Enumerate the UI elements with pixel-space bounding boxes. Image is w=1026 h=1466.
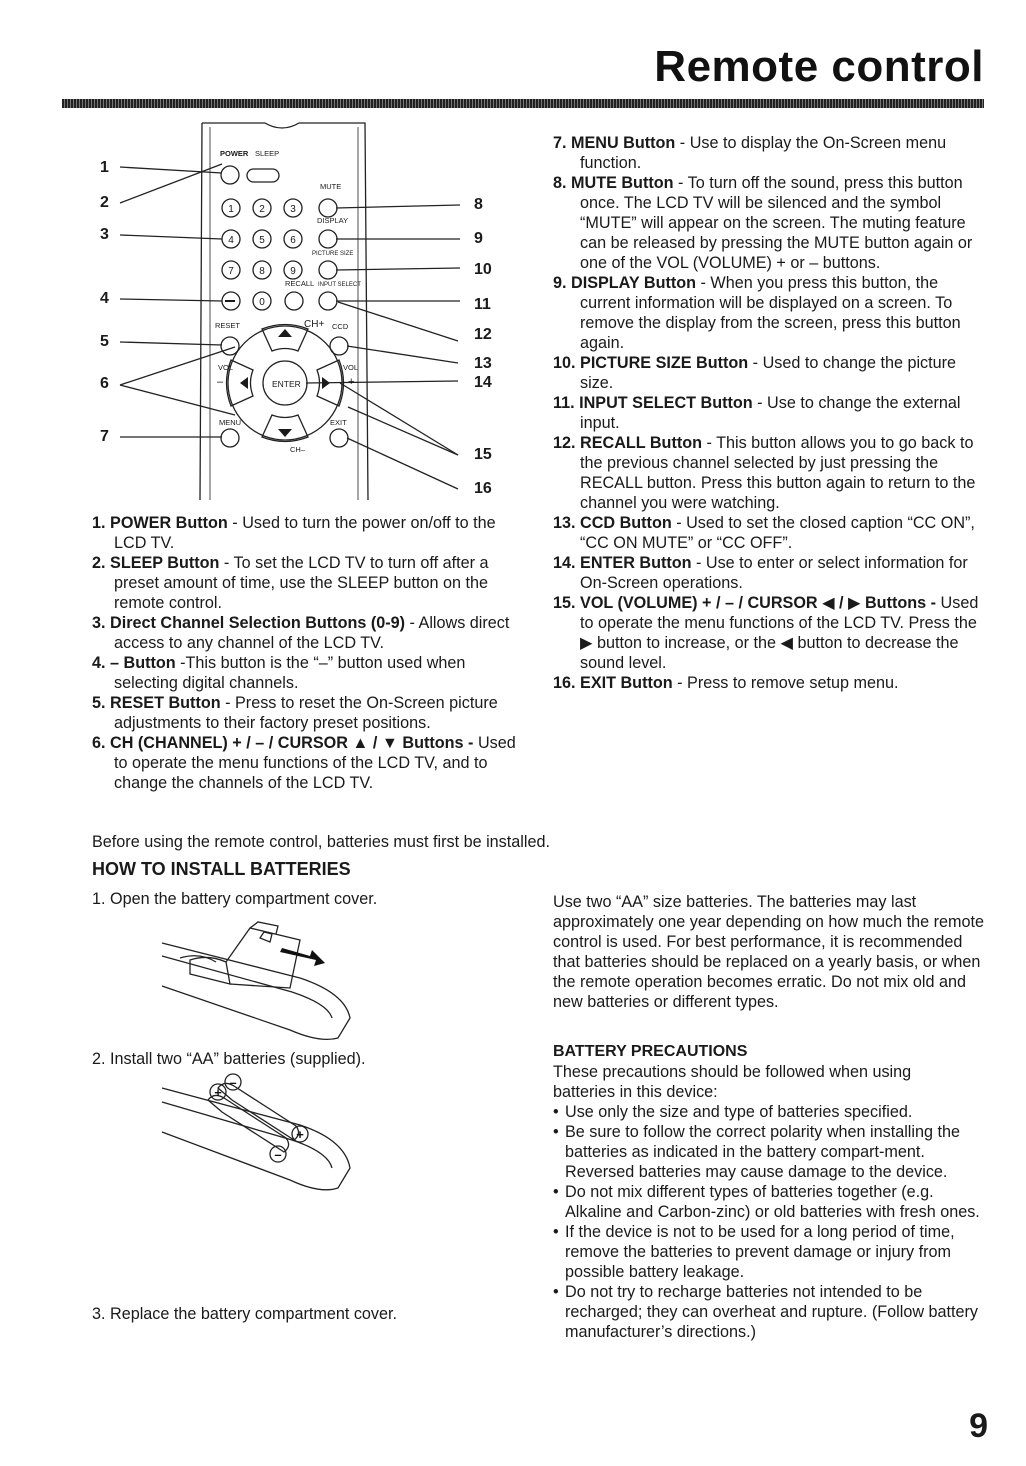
callout-8: 8 [474,196,483,213]
button-list-left [92,513,532,793]
list-item: 5. RESET Button - Press to reset the On-Screen picture adjustments to their factory preset positions. [92,694,498,732]
callout-14: 14 [474,374,492,391]
cursor-left-icon [240,377,248,389]
callout-2: 2 [100,194,109,211]
key-3: 3 [290,204,296,215]
list-item: 11. INPUT SELECT Button - Use to change the external input. [553,394,961,432]
callout-16: 16 [474,480,492,497]
precautions-list [553,1102,986,1342]
plus-symbol: + [214,1085,222,1100]
list-item: 12. RECALL Button - This button allows you to go back to the previous channel selected by just pressing the RECALL button. Press this button again to return to the channel you were watching. [553,434,976,512]
callout-12: 12 [474,326,492,343]
label-input-select: INPUT SELECT [318,282,361,288]
list-item: 8. MUTE Button - To turn off the sound, press this button once. The LCD TV will be silenced and the symbol “MUTE” will appear on the screen. The muting feature can be released by pressing the MUTE button again or one of the VOL (VOLUME) + or – buttons. [553,174,973,272]
list-item: 9. DISPLAY Button - When you press this button, the current information will be displayed on a screen. To remove the display from the screen, press this button again. [553,274,961,352]
label-vol-right: VOL [343,363,359,372]
label-power: POWER [220,149,249,158]
page-title: Remote control [654,42,984,91]
label-ccd: CCD [332,322,349,331]
open-arrow-icon [280,948,325,966]
battery-cover-illustration [160,918,360,1048]
label-ch-minus: CH– [290,445,306,454]
step-2: 2. Install two “AA” batteries (supplied). [92,1050,366,1068]
install-heading: HOW TO INSTALL BATTERIES [92,859,351,879]
dash-icon [225,300,235,302]
callout-15: 15 [474,446,492,463]
callout-10: 10 [474,261,492,278]
callout-3: 3 [100,226,109,243]
key-1: 1 [228,204,234,215]
plus-symbol: + [296,1127,304,1142]
remote-diagram [90,115,530,505]
list-item: 10. PICTURE SIZE Button - Used to change the picture size. [553,354,957,392]
list-item: • Do not try to recharge batteries not intended to be recharged; they can overheat and rupture. (Follow battery manufacturer’s directions.) [553,1282,986,1342]
cursor-right-icon [322,377,330,389]
label-mute: MUTE [320,182,342,191]
label-enter: ENTER [272,379,301,389]
callout-11: 11 [474,296,491,313]
key-6: 6 [290,235,296,246]
list-item: 16. EXIT Button - Press to remove setup menu. [553,674,899,692]
minus-symbol: – [229,1075,237,1090]
list-item: 3. Direct Channel Selection Buttons (0-9) - Allows direct access to any channel of the LCD TV. [92,614,510,652]
label-ch-plus: CH+ [304,319,325,330]
callout-4: 4 [100,290,109,307]
battery-intro: Before using the remote control, batteries must first be installed. [92,833,550,851]
label-sleep: SLEEP [255,149,280,158]
label-recall: RECALL [285,279,315,288]
label-exit: EXIT [330,418,347,427]
callout-6: 6 [100,375,109,392]
label-reset: RESET [215,321,241,330]
label-minus: – [217,376,224,388]
callout-5: 5 [100,333,109,350]
callout-1: 1 [100,159,109,176]
label-picture-size: PICTURE SIZE [312,251,354,257]
battery-info: Use two “AA” size batteries. The batteries may last approximately one year depending on how much the remote control is used. For best performance, it is recommended that batteries should be replaced on a yearly basis, or when the remote operation becomes erratic. Do not mix old and new batteries or different types. [553,893,985,1011]
list-item: 13. CCD Button - Used to set the closed caption “CC ON”, “CC ON MUTE” or “CC OFF”. [553,514,975,552]
list-item: 7. MENU Button - Use to display the On-Screen menu function. [553,134,947,172]
key-8: 8 [259,266,265,277]
precautions-heading: BATTERY PRECAUTIONS [553,1043,748,1060]
label-menu: MENU [219,418,242,427]
button-list-right [553,133,985,693]
step-1: 1. Open the battery compartment cover. [92,890,378,908]
list-item: 6. CH (CHANNEL) + / – / CURSOR ▲ / ▼ Buttons - Used to operate the menu functions of the LCD TV, and to change the channels of the LCD TV. [92,734,516,792]
list-item: 2. SLEEP Button - To set the LCD TV to turn off after a preset amount of time, use the SLEEP button on the remote control. [92,554,489,612]
key-9: 9 [290,266,296,277]
minus-symbol: – [274,1147,282,1162]
cursor-down-icon [278,429,292,437]
list-item: 4. – Button -This button is the “–” button used when selecting digital channels. [92,654,466,692]
battery-install-illustration [160,1070,360,1200]
list-item: 14. ENTER Button - Use to enter or select information for On-Screen operations. [553,554,968,592]
title-rule [62,99,984,108]
label-display: DISPLAY [317,216,349,225]
list-item: 1. POWER Button - Used to turn the power on/off to the LCD TV. [92,514,496,552]
key-7: 7 [228,266,234,277]
list-item: 15. VOL (VOLUME) + / – / CURSOR ◀ / ▶ Buttons - Used to operate the menu functions of the LCD TV. Press the ▶ button to increase, or the ◀ button to decrease the sound level. [553,594,979,672]
callout-9: 9 [474,230,483,247]
callout-13: 13 [474,355,492,372]
step-3: 3. Replace the battery compartment cover. [92,1305,398,1323]
list-item: • Do not mix different types of batteries together (e.g. Alkaline and Carbon-zinc) or old batteries with fresh ones. [553,1182,986,1222]
key-0: 0 [259,297,265,308]
key-4: 4 [228,235,234,246]
key-2: 2 [259,204,265,215]
list-item: • Use only the size and type of batteries specified. [553,1102,986,1122]
page-number: 9 [969,1407,988,1445]
cursor-up-icon [278,329,292,337]
list-item: • Be sure to follow the correct polarity when installing the batteries as indicated in the battery compart-ment. Reversed batteries may cause damage to the device. [553,1122,986,1182]
key-5: 5 [259,235,265,246]
label-vol-left: VOL [218,363,234,372]
list-item: • If the device is not to be used for a long period of time, remove the batteries to prevent damage or injury from possible battery leakage. [553,1222,986,1282]
callout-7: 7 [100,428,109,445]
label-plus: + [348,376,355,388]
precautions-intro: These precautions should be followed when using batteries in this device: [553,1063,912,1101]
